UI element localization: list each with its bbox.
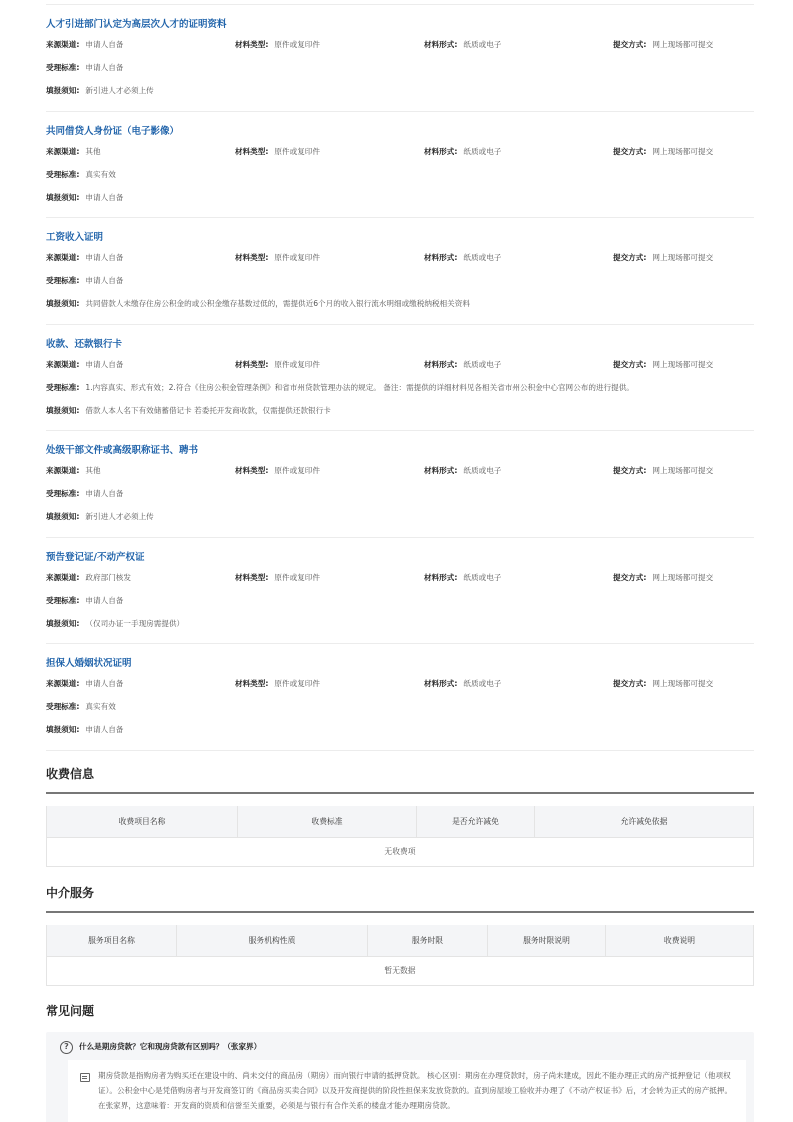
submit-label: 提交方式: bbox=[613, 572, 647, 582]
source-label: 来源渠道: bbox=[46, 253, 80, 262]
material-title[interactable]: 人才引进部门认定为高层次人才的证明资料 bbox=[46, 19, 227, 30]
form-value: 纸质或电子 bbox=[463, 359, 502, 369]
standard-label: 受理标准: bbox=[46, 169, 80, 179]
material-row-3 bbox=[46, 292, 754, 315]
material-row-2 bbox=[46, 163, 754, 186]
material-title[interactable]: 工资收入证明 bbox=[46, 232, 104, 243]
material-row-3 bbox=[46, 612, 754, 635]
source-label: 来源渠道: bbox=[46, 466, 80, 475]
material-item bbox=[46, 218, 754, 325]
notice-label: 填报须知: bbox=[46, 405, 80, 415]
material-row-3 bbox=[46, 186, 754, 209]
submit-value: 网上现场都可提交 bbox=[652, 253, 714, 262]
submit-value: 网上现场都可提交 bbox=[652, 572, 714, 582]
form-label: 材料形式: bbox=[424, 359, 458, 369]
form-label: 材料形式: bbox=[424, 679, 458, 688]
agency-col-nature: 服务机构性质 bbox=[177, 925, 368, 956]
message-icon bbox=[80, 1073, 90, 1082]
notice-label: 填报须知: bbox=[46, 86, 80, 95]
material-item bbox=[46, 644, 754, 751]
source-value: 政府部门核发 bbox=[85, 572, 131, 582]
notice-value: 申请人自备 bbox=[85, 192, 124, 202]
material-title[interactable]: 共同借贷人身份证（电子影像） bbox=[46, 125, 180, 137]
material-item bbox=[46, 538, 754, 645]
material-title[interactable]: 收款、还款银行卡 bbox=[46, 338, 123, 350]
form-label: 材料形式: bbox=[424, 146, 458, 156]
type-label: 材料类型: bbox=[235, 679, 269, 688]
fee-empty-text: 无收费项 bbox=[47, 837, 754, 866]
type-label: 材料类型: bbox=[235, 466, 269, 475]
notice-value: 申请人自备 bbox=[85, 725, 124, 734]
faq-section bbox=[46, 1000, 754, 1122]
material-item bbox=[46, 325, 754, 432]
type-label: 材料类型: bbox=[235, 146, 269, 156]
material-item bbox=[46, 5, 754, 112]
material-row-3 bbox=[46, 718, 754, 741]
source-label: 来源渠道: bbox=[46, 146, 80, 156]
standard-label: 受理标准: bbox=[46, 63, 80, 72]
agency-section bbox=[46, 882, 754, 986]
type-value: 原件或复印件 bbox=[274, 679, 320, 688]
fee-col-waivable: 是否允许减免 bbox=[417, 806, 535, 837]
standard-label: 受理标准: bbox=[46, 276, 80, 285]
standard-value: 真实有效 bbox=[85, 702, 116, 711]
agency-col-fee-desc: 收费说明 bbox=[606, 925, 754, 956]
type-value: 原件或复印件 bbox=[274, 253, 320, 262]
fee-table bbox=[46, 806, 754, 867]
agency-col-time-desc: 服务时限说明 bbox=[488, 925, 606, 956]
standard-label: 受理标准: bbox=[46, 595, 80, 605]
form-label: 材料形式: bbox=[424, 466, 458, 475]
source-value: 申请人自备 bbox=[85, 359, 124, 369]
standard-label: 受理标准: bbox=[46, 702, 80, 711]
form-value: 纸质或电子 bbox=[463, 253, 502, 262]
form-value: 纸质或电子 bbox=[463, 40, 502, 49]
material-row-1 bbox=[46, 33, 754, 56]
material-row-2 bbox=[46, 56, 754, 79]
material-row-3 bbox=[46, 505, 754, 528]
fee-col-standard: 收费标准 bbox=[238, 806, 417, 837]
type-value: 原件或复印件 bbox=[274, 572, 320, 582]
form-value: 纸质或电子 bbox=[463, 572, 502, 582]
divider bbox=[46, 911, 754, 913]
source-label: 来源渠道: bbox=[46, 359, 80, 369]
standard-value: 申请人自备 bbox=[85, 63, 124, 72]
notice-value: 新引进人才必须上传 bbox=[85, 512, 154, 521]
agency-col-time: 服务时限 bbox=[368, 925, 488, 956]
material-row-2 bbox=[46, 269, 754, 292]
notice-value: 共同借款人未缴存住房公积金的或公积金缴存基数过低的，需提供近6个月的收入银行流水明细或缴税纳税相关资料 bbox=[85, 299, 470, 308]
form-label: 材料形式: bbox=[424, 40, 458, 49]
submit-label: 提交方式: bbox=[613, 40, 647, 49]
material-row-2 bbox=[46, 482, 754, 505]
standard-label: 受理标准: bbox=[46, 382, 80, 392]
fee-col-name: 收费项目名称 bbox=[47, 806, 238, 837]
notice-label: 填报须知: bbox=[46, 725, 80, 734]
type-value: 原件或复印件 bbox=[274, 359, 320, 369]
material-row-1 bbox=[46, 353, 754, 376]
agency-col-name: 服务项目名称 bbox=[47, 925, 177, 956]
material-title[interactable]: 预告登记证/不动产权证 bbox=[46, 551, 145, 563]
type-value: 原件或复印件 bbox=[274, 466, 320, 475]
material-item bbox=[46, 431, 754, 538]
notice-label: 填报须知: bbox=[46, 512, 80, 521]
submit-value: 网上现场都可提交 bbox=[652, 40, 714, 49]
type-label: 材料类型: bbox=[235, 40, 269, 49]
type-value: 原件或复印件 bbox=[274, 146, 320, 156]
fee-section-title: 收费信息 bbox=[46, 767, 95, 781]
agency-table bbox=[46, 925, 754, 986]
agency-empty-text: 暂无数据 bbox=[47, 956, 754, 985]
type-value: 原件或复印件 bbox=[274, 40, 320, 49]
material-row-2 bbox=[46, 589, 754, 612]
materials-list bbox=[46, 5, 754, 751]
form-label: 材料形式: bbox=[424, 572, 458, 582]
material-row-1 bbox=[46, 566, 754, 589]
faq-item[interactable] bbox=[46, 1032, 754, 1122]
fee-col-basis: 允许减免依据 bbox=[535, 806, 754, 837]
form-label: 材料形式: bbox=[424, 253, 458, 262]
source-value: 其他 bbox=[85, 146, 101, 156]
notice-label: 填报须知: bbox=[46, 192, 80, 202]
form-value: 纸质或电子 bbox=[463, 466, 502, 475]
source-value: 申请人自备 bbox=[85, 40, 124, 49]
source-value: 其他 bbox=[85, 466, 101, 475]
material-row-1 bbox=[46, 140, 754, 163]
divider bbox=[46, 792, 754, 794]
type-label: 材料类型: bbox=[235, 253, 269, 262]
submit-value: 网上现场都可提交 bbox=[652, 359, 714, 369]
agency-section-title: 中介服务 bbox=[46, 886, 95, 900]
submit-label: 提交方式: bbox=[613, 466, 647, 475]
material-row-3 bbox=[46, 399, 754, 422]
faq-question[interactable] bbox=[60, 1040, 261, 1054]
source-label: 来源渠道: bbox=[46, 572, 80, 582]
material-row-2 bbox=[46, 695, 754, 718]
submit-value: 网上现场都可提交 bbox=[652, 146, 714, 156]
source-label: 来源渠道: bbox=[46, 40, 80, 49]
type-label: 材料类型: bbox=[235, 572, 269, 582]
source-value: 申请人自备 bbox=[85, 253, 124, 262]
fee-section bbox=[46, 763, 754, 867]
faq-answer bbox=[68, 1060, 746, 1122]
material-row-1 bbox=[46, 672, 754, 695]
submit-label: 提交方式: bbox=[613, 679, 647, 688]
faq-answer-text: 期房贷款是指购房者为购买还在建设中的、尚未交付的商品房（期房）而向银行申请的抵押贷款。 核心区别：期房在办理贷款时，房子尚未建成，因此不能办理正式的房产抵押登记（他项权证）。公积金中心是凭借购房者与开发商签订的《商品房买卖合同》以及开发商提供的阶段性担保来发放贷款的。直到房屋竣工验收并办理了《不动产权证书》后，才会转为正式的房产抵押。 在张家界，这意味着：开发商的资质和信誉至关重要，必须是与银行有合作关系的楼盘才能办理期房贷款。 bbox=[98, 1071, 733, 1110]
material-row-3 bbox=[46, 79, 754, 102]
form-value: 纸质或电子 bbox=[463, 146, 502, 156]
standard-value: 申请人自备 bbox=[85, 276, 124, 285]
submit-label: 提交方式: bbox=[613, 359, 647, 369]
material-item bbox=[46, 112, 754, 219]
question-circle-icon: ? bbox=[60, 1041, 73, 1054]
notice-value: 新引进人才必须上传 bbox=[85, 86, 154, 95]
source-label: 来源渠道: bbox=[46, 679, 80, 688]
submit-value: 网上现场都可提交 bbox=[652, 466, 714, 475]
material-row-2 bbox=[46, 376, 754, 399]
material-title[interactable]: 处级干部文件或高级职称证书、聘书 bbox=[46, 445, 199, 456]
standard-value: 1.内容真实、形式有效；2.符合《住房公积金管理条例》和省市州贷款管理办法的规定。 备注：需提供的详细材料见各相关省市州公积金中心官网公布的进行提供。 bbox=[85, 382, 634, 392]
submit-value: 网上现场都可提交 bbox=[652, 679, 714, 688]
submit-label: 提交方式: bbox=[613, 253, 647, 262]
material-row-1 bbox=[46, 459, 754, 482]
notice-value: （仅司办证一手现房需提供） bbox=[85, 618, 185, 628]
faq-section-title: 常见问题 bbox=[46, 1004, 95, 1018]
material-title[interactable]: 担保人婚姻状况证明 bbox=[46, 658, 132, 669]
source-value: 申请人自备 bbox=[85, 679, 124, 688]
notice-value: 借款人本人名下有效储蓄借记卡 若委托开发商收款，仅需提供还款银行卡 bbox=[85, 405, 331, 415]
submit-label: 提交方式: bbox=[613, 146, 647, 156]
standard-label: 受理标准: bbox=[46, 489, 80, 498]
type-label: 材料类型: bbox=[235, 359, 269, 369]
standard-value: 申请人自备 bbox=[85, 489, 124, 498]
notice-label: 填报须知: bbox=[46, 299, 80, 308]
form-value: 纸质或电子 bbox=[463, 679, 502, 688]
notice-label: 填报须知: bbox=[46, 618, 80, 628]
standard-value: 申请人自备 bbox=[85, 595, 124, 605]
faq-question-text: 什么是期房贷款？它和现房贷款有区别吗？（张家界） bbox=[79, 1042, 262, 1051]
material-row-1 bbox=[46, 246, 754, 269]
standard-value: 真实有效 bbox=[85, 169, 116, 179]
